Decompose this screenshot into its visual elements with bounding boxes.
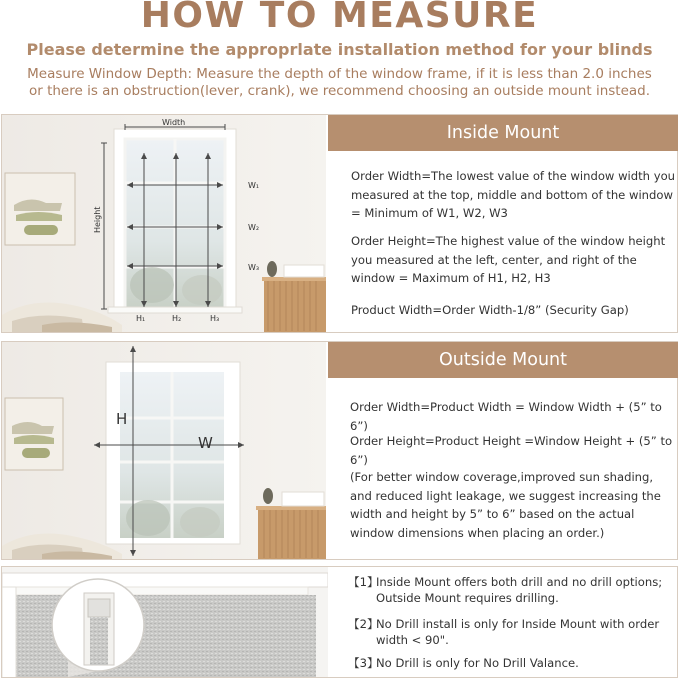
outside-mount-illustration xyxy=(2,342,326,559)
note-2-key: 【2】 xyxy=(348,617,379,631)
outside-mount-heading: Outside Mount xyxy=(328,342,678,378)
inside-mount-panel xyxy=(1,114,678,333)
depth-note xyxy=(0,66,679,100)
note-3-key: 【3】 xyxy=(348,656,379,670)
roller-shade-photo xyxy=(2,567,328,677)
h3-label: H₃ xyxy=(210,314,220,323)
width-label: Width xyxy=(162,118,186,127)
note-1-text: Inside Mount offers both drill and no drill options; Outside Mount requires drilling. xyxy=(376,575,663,605)
outside-order-height: Order Height=Product Height =Window Height + (5” to 6”) xyxy=(350,434,673,467)
inside-product-width: Product Width=Order Width-1/8” (Security Gap) xyxy=(351,303,629,317)
w3-label: W₃ xyxy=(248,263,260,272)
outside-w-label: W xyxy=(198,434,213,452)
inside-order-width: Order Width=The lowest value of the window width you measured at the top, middle and bottom of the window = Minimum of W1, W2, W3 xyxy=(351,169,676,220)
roller-shade-illustration xyxy=(2,567,328,677)
outside-h-label: H xyxy=(116,410,128,428)
note-3-text: No Drill is only for No Drill Valance. xyxy=(376,656,579,670)
inside-mount-photo xyxy=(2,115,326,332)
page-subtitle: Please determine the approprlate installation method for your blinds xyxy=(26,40,653,59)
w1-label: W₁ xyxy=(248,181,260,190)
note-1-key: 【1】 xyxy=(348,575,379,589)
outside-advice: (For better window coverage,improved sun shading, and reduced light leakage, we suggest increasing the width and height by 5” to 6” based on the actual window dimensions when placing an order.) xyxy=(350,470,661,540)
inside-mount-illustration xyxy=(2,115,326,332)
notes-panel xyxy=(1,566,678,678)
outside-order-width: Order Width=Product Width = Window Width + (5” to 6”) xyxy=(350,400,662,433)
note-2-text: No Drill install is only for Inside Mount with order width < 90". xyxy=(376,617,660,647)
w2-label: W₂ xyxy=(248,223,260,232)
h1-label: H₁ xyxy=(136,314,146,323)
inside-order-height: Order Height=The highest value of the window height you measured at the left, center, and right of the window = Maximum of H1, H2, H3 xyxy=(351,234,666,285)
inside-mount-heading: Inside Mount xyxy=(328,115,678,151)
depth-note-line-2: or there is an obstruction(lever, crank), we recommend choosing an outside mount instead. xyxy=(28,83,651,99)
outside-mount-photo xyxy=(2,342,326,559)
h2-label: H₂ xyxy=(172,314,182,323)
page-title: HOW TO MEASURE xyxy=(140,0,539,36)
outside-mount-panel xyxy=(1,341,678,560)
height-label: Height xyxy=(93,206,102,233)
depth-note-line-1: Measure Window Depth: Measure the depth of the window frame, if it is less than 2.0 inches xyxy=(27,66,652,82)
